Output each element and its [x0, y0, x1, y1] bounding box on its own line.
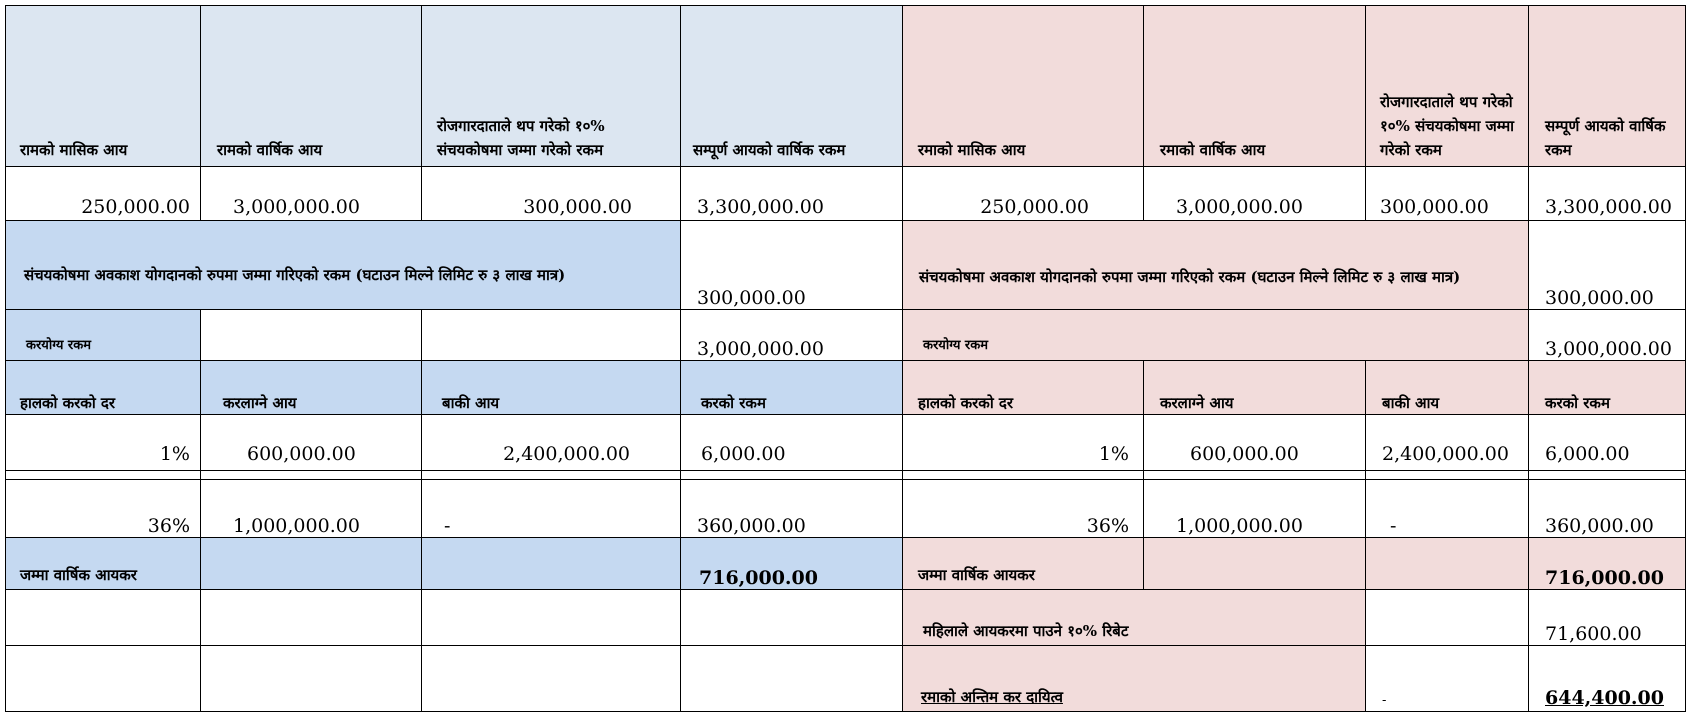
rebate-blank-4: [680, 589, 903, 646]
header-ram-monthly: रामको मासिक आय: [20, 141, 128, 159]
rebate-label-cell: [902, 589, 1366, 646]
rama-employer-cell: [1365, 166, 1529, 221]
rebate-blank-1: [5, 589, 201, 646]
rama-total-cell: [1528, 166, 1686, 221]
final-liability-label: रमाको अन्तिम कर दायित्व: [921, 688, 1063, 706]
header-ram-employer-cell: [421, 5, 681, 167]
ram-provident-value-cell: [680, 220, 903, 310]
ram-slab2-remaining: -: [444, 515, 451, 537]
rama-employer-value: 300,000.00: [1380, 196, 1489, 218]
rama-rate-header-cell: [902, 360, 1144, 415]
final-blank-2: [200, 645, 422, 712]
rama-taxable-income-header: करलाग्ने आय: [1160, 394, 1234, 412]
rama-remaining-header: बाकी आय: [1382, 394, 1440, 412]
ram-total-tax-value: 716,000.00: [699, 567, 818, 589]
ram-slab1-rate: 1%: [159, 443, 190, 465]
ram-annual-cell: [200, 166, 422, 221]
header-rama-total: सम्पूर्ण आयको वार्षिक रकम: [1545, 117, 1666, 159]
ram-rate-header-cell: [5, 360, 201, 415]
header-rama-employer: रोजगारदाताले थप गरेको १०% संचयकोषमा जम्मा गरेको रकम: [1380, 93, 1515, 159]
header-ram-monthly-cell: [5, 5, 201, 167]
ram-total-value: 3,300,000.00: [697, 196, 824, 218]
ram-slab1-income: 600,000.00: [247, 443, 356, 465]
ram-total-tax-label: जम्मा वार्षिक आयकर: [20, 566, 137, 584]
ram-monthly-cell: [5, 166, 201, 221]
ram-slab2-income-cell: [200, 479, 422, 538]
ram-slab2-rate-cell: [5, 479, 201, 538]
rama-slab2-rate-cell: [902, 479, 1144, 538]
rama-tax-header: करको रकम: [1545, 394, 1610, 412]
ram-annual-value: 3,000,000.00: [233, 196, 360, 218]
rama-slab2-tax-cell: [1528, 479, 1686, 538]
ram-remaining-header-cell: [421, 360, 681, 415]
ram-provident-label: संचयकोषमा अवकाश योगदानको रुपमा जम्मा गरिएको रकम (घटाउन मिल्ने लिमिट रु ३ लाख मात्र): [24, 266, 566, 284]
rama-slab2-tax: 360,000.00: [1545, 515, 1654, 537]
header-rama-annual: रमाको वार्षिक आय: [1160, 141, 1266, 159]
ram-slab2-income: 1,000,000.00: [233, 515, 360, 537]
rebate-value: 71,600.00: [1545, 623, 1642, 645]
rama-total-tax-blank2: [1365, 537, 1529, 590]
final-blank-3: [421, 645, 681, 712]
ram-total-cell: [680, 166, 903, 221]
final-value-cell: [1528, 645, 1686, 712]
final-dash-cell: [1365, 645, 1529, 712]
ram-monthly-value: 250,000.00: [81, 196, 190, 218]
ram-taxable-income-header-cell: [200, 360, 422, 415]
ram-remaining-header: बाकी आय: [442, 394, 500, 412]
header-rama-annual-cell: [1143, 5, 1366, 167]
rama-taxable-income-header-cell: [1143, 360, 1366, 415]
rama-remaining-header-cell: [1365, 360, 1529, 415]
rama-slab1-rate: 1%: [1098, 443, 1129, 465]
rama-slab1-tax: 6,000.00: [1545, 443, 1630, 465]
ram-employer-value: 300,000.00: [523, 196, 632, 218]
rama-provident-label: संचयकोषमा अवकाश योगदानको रुपमा जम्मा गरिएको रकम (घटाउन मिल्ने लिमिट रु ३ लाख मात्र): [919, 268, 1461, 286]
header-ram-total-cell: [680, 5, 903, 167]
ram-slab2-rate: 36%: [147, 515, 190, 537]
header-ram-annual: रामको वार्षिक आय: [217, 141, 323, 159]
rebate-blank-3: [421, 589, 681, 646]
rama-slab1-remaining: 2,400,000.00: [1382, 443, 1509, 465]
ram-total-tax-label-cell: [5, 537, 201, 590]
rama-total-tax-value: 716,000.00: [1545, 567, 1664, 589]
final-label-cell: [902, 645, 1366, 712]
rama-total-tax-blank1: [1143, 537, 1366, 590]
rama-slab2-remaining: -: [1390, 515, 1397, 537]
rama-slab2-income: 1,000,000.00: [1176, 515, 1303, 537]
rama-total-tax-label-cell: [902, 537, 1144, 590]
header-rama-monthly-cell: [902, 5, 1144, 167]
header-ram-total: सम्पूर्ण आयको वार्षिक रकम: [693, 141, 846, 159]
header-rama-monthly: रमाको मासिक आय: [918, 141, 1026, 159]
final-blank-1: [5, 645, 201, 712]
ram-taxable-value-cell: [680, 309, 903, 361]
rama-provident-value: 300,000.00: [1545, 287, 1654, 309]
header-rama-employer-cell: [1365, 5, 1529, 167]
slab-separator-line: [5, 470, 1686, 471]
ram-employer-cell: [421, 166, 681, 221]
header-ram-annual-cell: [200, 5, 422, 167]
ram-slab1-remaining: 2,400,000.00: [503, 443, 630, 465]
rama-slab2-rate: 36%: [1086, 515, 1129, 537]
rama-taxable-value: 3,000,000.00: [1545, 338, 1672, 360]
rama-total-value: 3,300,000.00: [1545, 196, 1672, 218]
rebate-blank-5: [1365, 589, 1529, 646]
rama-monthly-cell: [902, 166, 1144, 221]
rebate-value-cell: [1528, 589, 1686, 646]
rama-annual-cell: [1143, 166, 1366, 221]
ram-slab2-tax: 360,000.00: [697, 515, 806, 537]
rama-provident-label-cell: [902, 220, 1529, 310]
rama-slab2-income-cell: [1143, 479, 1366, 538]
ram-taxable-label: करयोग्य रकम: [26, 338, 92, 353]
final-liability-value: 644,400.00: [1545, 687, 1664, 709]
rama-tax-header-cell: [1528, 360, 1686, 415]
final-blank-4: [680, 645, 903, 712]
rama-annual-value: 3,000,000.00: [1176, 196, 1303, 218]
rama-total-tax-value-cell: [1528, 537, 1686, 590]
rama-rate-header: हालको करको दर: [918, 394, 1014, 412]
rama-slab2-remaining-cell: [1365, 479, 1529, 538]
ram-total-tax-blank1: [200, 537, 422, 590]
ram-total-tax-value-cell: [680, 537, 903, 590]
ram-provident-value: 300,000.00: [697, 287, 806, 309]
rama-total-tax-label: जम्मा वार्षिक आयकर: [918, 566, 1035, 584]
rebate-blank-2: [200, 589, 422, 646]
rama-taxable-label: करयोग्य रकम: [923, 338, 989, 353]
rama-taxable-label-cell: [902, 309, 1529, 361]
rama-monthly-value: 250,000.00: [980, 196, 1089, 218]
ram-slab2-remaining-cell: [421, 479, 681, 538]
ram-slab1-tax: 6,000.00: [701, 443, 786, 465]
ram-total-tax-blank2: [421, 537, 681, 590]
ram-tax-header: करको रकम: [701, 394, 766, 412]
ram-taxable-blank2: [421, 309, 681, 361]
ram-taxable-blank1: [200, 309, 422, 361]
ram-taxable-value: 3,000,000.00: [697, 338, 824, 360]
rama-taxable-value-cell: [1528, 309, 1686, 361]
rebate-label: महिलाले आयकरमा पाउने १०% रिबेट: [923, 622, 1129, 640]
ram-tax-header-cell: [680, 360, 903, 415]
header-ram-employer: रोजगारदाताले थप गरेको १०% संचयकोषमा जम्मा गरेको रकम: [437, 117, 605, 159]
rama-slab1-income: 600,000.00: [1190, 443, 1299, 465]
ram-rate-header: हालको करको दर: [20, 394, 116, 412]
final-dash: -: [1382, 693, 1387, 708]
ram-taxable-label-cell: [5, 309, 201, 361]
ram-taxable-income-header: करलाग्ने आय: [223, 394, 297, 412]
ram-provident-label-cell: [5, 220, 681, 310]
header-rama-total-cell: [1528, 5, 1686, 167]
ram-slab2-tax-cell: [680, 479, 903, 538]
rama-provident-value-cell: [1528, 220, 1686, 310]
